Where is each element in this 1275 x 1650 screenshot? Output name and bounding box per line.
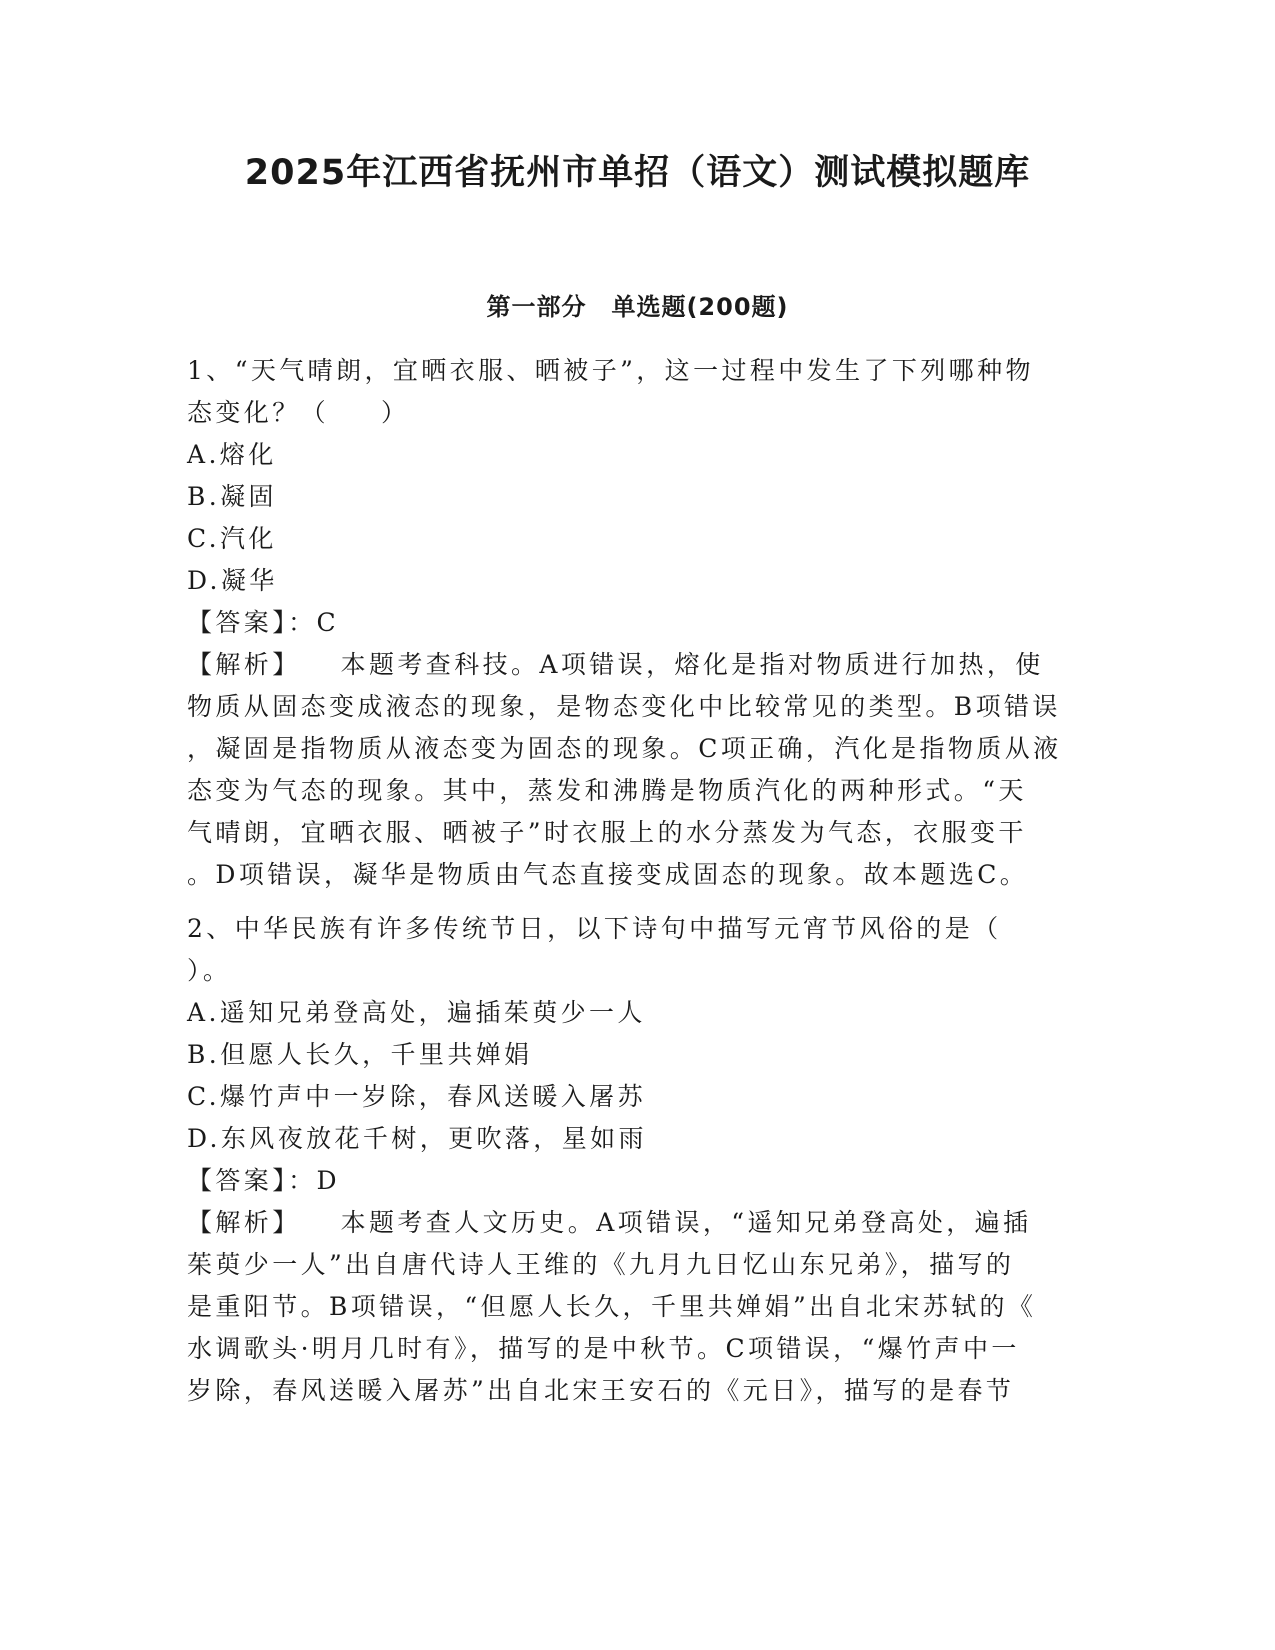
- analysis-line: [187, 644, 1087, 686]
- analysis-text: 本题考查人文历史。A项错误，“遥知兄弟登高处，遍插: [340, 1208, 1032, 1237]
- answer-line: 【答案】：D: [187, 1166, 340, 1195]
- question-1: [187, 350, 1087, 896]
- analysis-line: 是重阳节。B项错误，“但愿人长久，千里共婵娟”出自北宋苏轼的《: [187, 1292, 1037, 1321]
- analysis-text: 本题考查科技。A项错误，熔化是指对物质进行加热，使: [340, 650, 1044, 679]
- analysis-line: 物质从固态变成液态的现象，是物态变化中比较常见的类型。B项错误: [187, 692, 1061, 721]
- option-a: A.熔化: [187, 440, 277, 469]
- section-heading: 第一部分 单选题(200题): [486, 293, 789, 321]
- question-stem-line: 1、“天气晴朗，宜晒衣服、晒被子”，这一过程中发生了下列哪种物: [187, 356, 1034, 385]
- analysis-line: 岁除，春风送暖入屠苏”出自北宋王安石的《元日》，描写的是春节: [187, 1376, 1015, 1405]
- analysis-line: ，凝固是指物质从液态变为固态的现象。C项正确，汽化是指物质从液: [187, 734, 1062, 763]
- analysis-block: [187, 644, 1087, 896]
- option-b: B.凝固: [187, 482, 277, 511]
- question-2: [187, 908, 1087, 1412]
- analysis-line: 态变为气态的现象。其中，蒸发和沸腾是物质汽化的两种形式。“天: [187, 776, 1027, 805]
- option-a: A.遥知兄弟登高处，遍插茱萸少一人: [187, 998, 646, 1027]
- option-b: B.但愿人长久，千里共婵娟: [187, 1040, 533, 1069]
- document-title: 2025年江西省抚州市单招（语文）测试模拟题库: [244, 153, 1031, 193]
- question-stem-line: ）。: [187, 956, 232, 985]
- option-d: D.凝华: [187, 566, 278, 595]
- analysis-line: [187, 1202, 1087, 1244]
- analysis-line: 。D项错误，凝华是物质由气态直接变成固态的现象。故本题选C。: [187, 860, 1029, 889]
- answer-line: 【答案】：C: [187, 608, 340, 637]
- analysis-line: 茱萸少一人”出自唐代诗人王维的《九月九日忆山东兄弟》，描写的: [187, 1250, 1015, 1279]
- question-stem-line: [187, 392, 1087, 434]
- question-stem-part: 态变化？（: [187, 398, 330, 427]
- analysis-line: 气晴朗，宜晒衣服、晒被子”时衣服上的水分蒸发为气态，衣服变干: [187, 818, 1027, 847]
- option-c: C.爆竹声中一岁除，春风送暖入屠苏: [187, 1082, 646, 1111]
- question-stem-part: ）: [381, 398, 410, 427]
- analysis-block: [187, 1202, 1087, 1412]
- question-stem-line: 2、中华民族有许多传统节日，以下诗句中描写元宵节风俗的是（: [187, 914, 1002, 943]
- option-c: C.汽化: [187, 524, 277, 553]
- analysis-label: 【解析】: [187, 650, 301, 679]
- option-d: D.东风夜放花千树，更吹落，星如雨: [187, 1124, 647, 1153]
- question-list: [187, 350, 1087, 1424]
- analysis-line: 水调歌头·明月几时有》，描写的是中秋节。C项错误，“爆竹声中一: [187, 1334, 1020, 1363]
- analysis-label: 【解析】: [187, 1208, 301, 1237]
